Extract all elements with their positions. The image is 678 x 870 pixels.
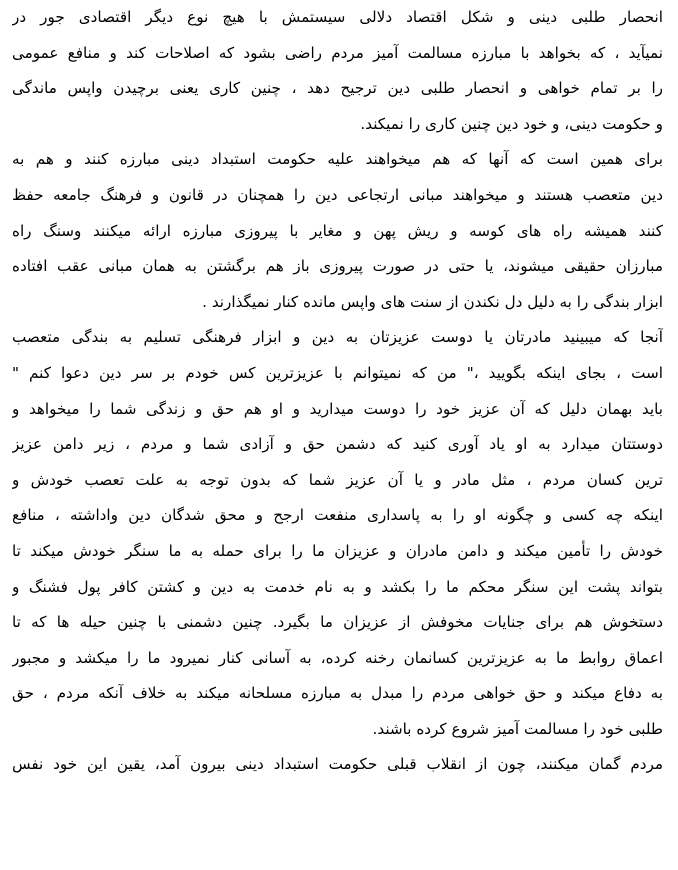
text-line: باید بهمان دلیل که آن عزیز خود را دوست میدارید و او هم حق و زندگی شما را میخواهد و <box>12 399 663 418</box>
text-line: مردم گمان میکنند، چون از انقلاب قبلی حکومت استبداد دینی بیرون آمد، یقین این خود نفس <box>12 755 663 774</box>
text-line: انحصار طلبی دینی و شکل اقتصاد دلالی سیستمش با هیچ نوع دیگر اقتصادی جور در <box>12 8 663 26</box>
text-line: ابزار بندگی را به دلیل دل نکندن از سنت های واپس مانده کنار نمیگذارند . <box>202 292 663 311</box>
text-line: است ، بجای اینکه بگویید ،" من که نمیتوانم با عزیزترین کس خودم بر سر دین دعوا کنم " <box>12 363 663 382</box>
text-line: اینکه چه کسی و چگونه او را به پاسداری منفعت ارجح و محق شدگان دین واداشته ، منافع <box>12 506 663 525</box>
text-line: به دفاع میکند و حق خواهی مردم را مبدل به مبارزه مسلحانه میکند به خلاف آنکه مردم ، حق <box>12 684 663 703</box>
text-line: طلبی خود را مسالمت آمیز شروع کرده باشند. <box>372 719 663 738</box>
text-line: دین متعصب هستند و میخواهند مبانی ارتجاعی دین را همچنان در قانون و فرهنگ جامعه حفظ <box>12 185 663 204</box>
text-line: آنجا که میبینید مادرتان یا دوست عزیزتان به دین و ابزار فرهنگی تسلیم به بندگی متعصب <box>12 328 663 347</box>
text-line: اعماق روابط ما به عزیزترین کسانمان رخنه کرده، به آسانی کنار نمیرود ما را میکشد و مجبور <box>12 648 663 667</box>
text-line: کنند همیشه راه های کوسه و ریش پهن و مغایر با پیروزی مبارزه ارائه میکنند وسنگ راه <box>12 221 663 240</box>
text-line: برای همین است که آنها که هم میخواهند علیه حکومت استبداد دینی مبارزه کنند و هم به <box>12 150 663 169</box>
text-line: و حکومت دینی، و خود دین چنین کاری را نمیکند. <box>360 114 663 133</box>
text-line: نمیآید ، که بخواهد با مبارزه مسالمت آمیز مردم راضی بشود که اصلاحات کند و منافع عمومی <box>12 43 663 62</box>
text-line: دستخوش هم برای جنایات مخوفش از عزیزان ما بگیرد. چنین دشمنی با چنین حیله ها که تا <box>12 613 663 632</box>
text-line: ترین کسان مردم ، مثل مادر و یا آن عزیز شما که بدون توجه به علت تعصب خودش و <box>12 470 663 489</box>
text-line: را بر تمام خواهی و انحصار طلبی دین ترجیح دهد ، چنین کاری یعنی برچیدن واپس ماندگی <box>12 79 663 98</box>
text-line: خودش را تأمین میکند و دامن مادران و عزیزان ما را برای حمله به ما سنگر خودش میکند تا <box>12 541 663 560</box>
text-line: دوستتان میدارد به او یاد آوری کنید که دشمن حق و آزادی شما و مردم ، زیر دامن عزیز <box>12 435 663 454</box>
text-line: بتواند پشت این سنگر محکم ما را بکشد و به نام خدمت به دین و کشتن کافر پول فشنگ و <box>12 577 663 596</box>
text-body <box>12 0 663 783</box>
text-line: مبارزان حقیقی میشوند، یا حتی در صورت پیروزی باز هم برگشتن به همان مبانی عقب افتاده <box>12 257 663 276</box>
